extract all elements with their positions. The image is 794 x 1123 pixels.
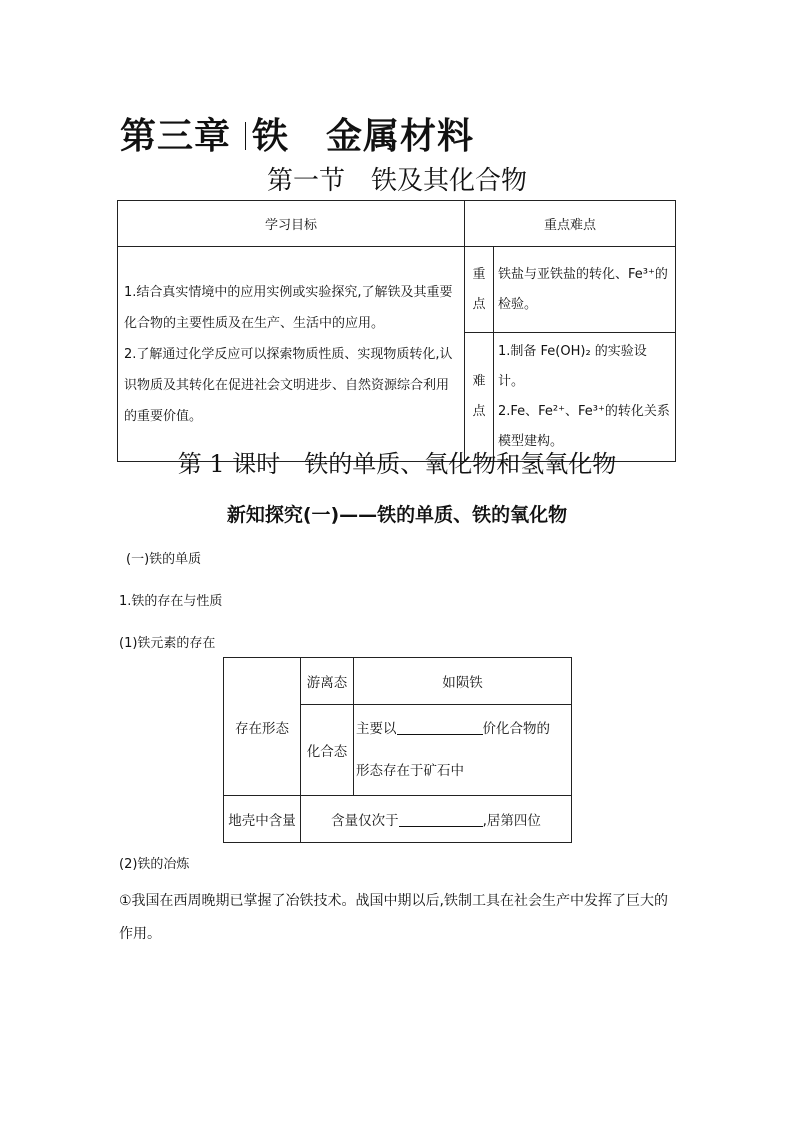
key-points-label: 重 点 xyxy=(465,247,494,333)
difficulty-item: 1.制备 Fe(OH)₂ 的实验设计。 xyxy=(498,344,647,389)
difficulty-item: 2.Fe、Fe²⁺、Fe³⁺的转化关系模型建构。 xyxy=(498,404,670,449)
form-label: 存在形态 xyxy=(224,658,301,796)
answer-blank[interactable] xyxy=(397,734,483,735)
combined-state-label: 化合态 xyxy=(301,705,354,796)
combined-state-value: 主要以 价化合物的 形态存在于矿石中 xyxy=(354,705,572,796)
section-title: 第一节 铁及其化合物 xyxy=(266,166,527,196)
paragraph-smelting-history: ①我国在西周晚期已掌握了冶铁技术。战国中期以后,铁制工具在社会生产中发挥了巨大的作用。 xyxy=(119,893,668,942)
chapter-title: 铁 金属材料 xyxy=(252,116,475,157)
heading-existence: (1)铁元素的存在 xyxy=(119,636,216,651)
goal-item: 2.了解通过化学反应可以探索物质性质、实现物质转化,认识物质及其转化在促进社会文明进步、自然资源综合利用的重要价值。 xyxy=(124,346,453,424)
chapter-divider xyxy=(245,122,246,150)
answer-blank[interactable] xyxy=(399,826,483,827)
difficulty-text xyxy=(494,333,676,462)
heading-iron-element: (一)铁的单质 xyxy=(126,552,202,567)
objectives-header-right: 重点难点 xyxy=(465,201,676,247)
chapter-heading xyxy=(120,108,474,159)
crust-label: 地壳中含量 xyxy=(224,796,301,843)
lesson-title: 第 1 课时 铁的单质、氧化物和氢氧化物 xyxy=(177,450,617,478)
objectives-table xyxy=(117,200,676,462)
existence-table xyxy=(223,657,572,843)
chapter-number: 第三章 xyxy=(120,116,232,157)
free-state-value: 如陨铁 xyxy=(354,658,572,705)
key-points-text: 铁盐与亚铁盐的转化、Fe³⁺的检验。 xyxy=(494,247,676,333)
goal-item: 1.结合真实情境中的应用实例或实验探究,了解铁及其重要化合物的主要性质及在生产、生活中的应用。 xyxy=(124,284,453,331)
heading-existence-properties: 1.铁的存在与性质 xyxy=(119,594,223,609)
objectives-header-left: 学习目标 xyxy=(118,201,465,247)
free-state-label: 游离态 xyxy=(301,658,354,705)
subsection-title: 新知探究(一)——铁的单质、铁的氧化物 xyxy=(226,504,568,526)
objectives-goals-cell xyxy=(118,247,465,462)
heading-smelting: (2)铁的冶炼 xyxy=(119,857,190,872)
crust-value: 含量仅次于 ,居第四位 xyxy=(301,796,572,843)
difficulty-label: 难 点 xyxy=(465,333,494,462)
